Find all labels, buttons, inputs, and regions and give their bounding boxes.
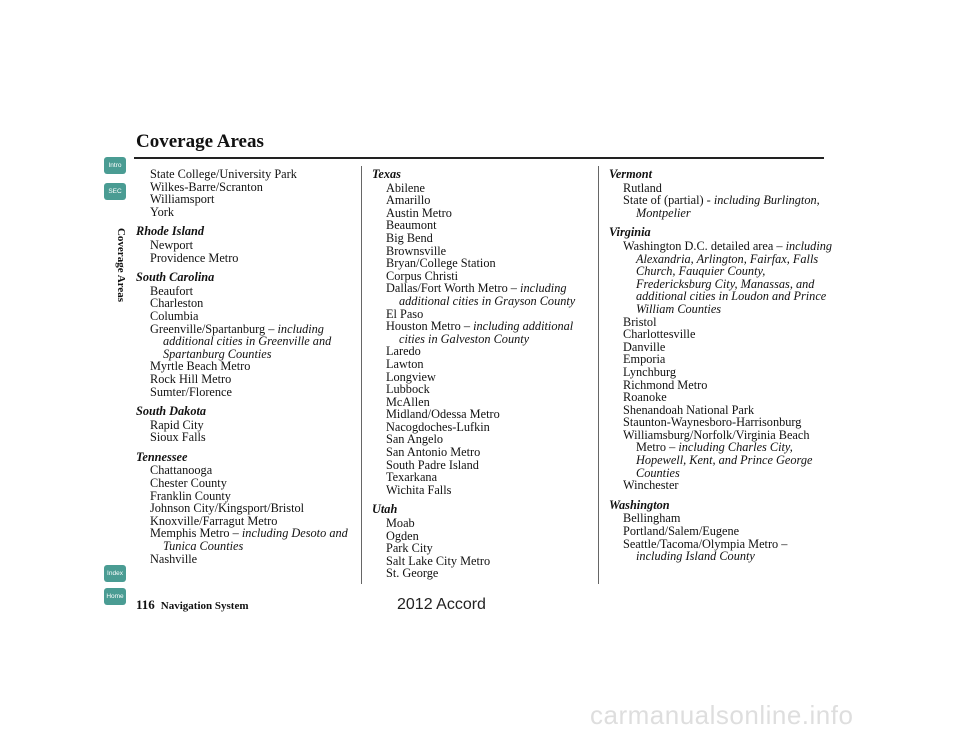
state-heading: Washington: [609, 497, 670, 512]
city-name: McAllen: [386, 394, 430, 409]
index-tab[interactable]: Index: [104, 565, 126, 582]
city-name: Greenville/Spartanburg –: [150, 321, 278, 336]
city-name: Bryan/College Station: [386, 256, 496, 271]
city-name: Nacogdoches-Lufkin: [386, 419, 490, 434]
state-heading: Rhode Island: [136, 224, 204, 239]
city-name: State College/University Park: [150, 167, 297, 181]
city-name: Rutland: [623, 180, 662, 195]
city-note: including Charles City, Hopewell, Kent, and Prince George Counties: [636, 440, 813, 480]
coverage-column-3: [609, 168, 834, 563]
city-name: Lawton: [386, 356, 424, 371]
city-item: [136, 323, 351, 361]
city-name: Seattle/Tacoma/Olympia Metro –: [623, 536, 788, 551]
city-name: San Angelo: [386, 432, 444, 447]
city-item: [372, 320, 592, 345]
city-name: Wichita Falls: [386, 482, 452, 497]
city-name: Big Bend: [386, 230, 433, 245]
city-name: Shenandoah National Park: [623, 402, 755, 417]
state-heading: Virginia: [609, 225, 651, 240]
city-name: Lynchburg: [623, 364, 677, 379]
home-tab[interactable]: Home: [104, 588, 126, 605]
state-heading: Tennessee: [136, 449, 188, 464]
city-name: Sioux Falls: [150, 430, 206, 445]
city-item: [136, 252, 351, 265]
city-name: Charleston: [150, 296, 204, 311]
city-name: Sumter/Florence: [150, 384, 232, 399]
city-item: [609, 538, 834, 563]
page-title: Coverage Areas: [136, 131, 264, 152]
city-name: Franklin County: [150, 488, 231, 503]
city-name: Longview: [386, 369, 436, 384]
city-name: Newport: [150, 237, 194, 252]
city-name: Knoxville/Farragut Metro: [150, 513, 278, 528]
city-name: Johnson City/Kingsport/Bristol: [150, 501, 305, 516]
coverage-column-1: [136, 168, 351, 565]
city-name: Portland/Salem/Eugene: [623, 524, 740, 539]
city-name: Providence Metro: [150, 250, 239, 265]
system-name: Navigation System: [160, 600, 249, 612]
city-name: Lubbock: [386, 382, 430, 397]
city-name: Park City: [386, 541, 433, 556]
city-name: Wilkes-Barre/Scranton: [150, 179, 263, 194]
city-name: Chester County: [150, 476, 227, 491]
city-name: Staunton-Waynesboro-Harrisonburg: [623, 415, 802, 430]
city-name: Brownsville: [386, 243, 447, 258]
city-note: including Desoto and Tunica Counties: [163, 526, 348, 554]
city-name: Laredo: [386, 344, 421, 359]
city-name: Salt Lake City Metro: [386, 553, 491, 568]
city-item: [136, 431, 351, 444]
city-name: Abilene: [386, 180, 425, 195]
city-name: Columbia: [150, 308, 199, 323]
city-note: including additional cities in Grayson County: [399, 281, 576, 308]
city-item: [609, 240, 834, 316]
city-name: Ogden: [386, 528, 419, 543]
city-item: [372, 282, 592, 307]
city-name: Rock Hill Metro: [150, 371, 232, 386]
section-label: Coverage Areas: [115, 227, 127, 303]
city-name: Roanoke: [623, 390, 667, 405]
city-name: El Paso: [386, 306, 424, 321]
city-name: South Padre Island: [386, 457, 479, 472]
state-heading: Vermont: [609, 167, 653, 181]
city-item: [136, 386, 351, 399]
city-item: [136, 527, 351, 552]
city-name: Myrtle Beach Metro: [150, 359, 251, 374]
city-name: Beaumont: [386, 218, 437, 233]
city-name: Amarillo: [386, 193, 431, 208]
intro-tab[interactable]: Intro: [104, 157, 126, 174]
city-name: Nashville: [150, 551, 198, 566]
city-name: Houston Metro –: [386, 319, 474, 334]
city-item: [609, 429, 834, 479]
city-name: Charlottesville: [623, 327, 696, 342]
city-name: Austin Metro: [386, 205, 452, 220]
city-name: Danville: [623, 339, 666, 354]
city-item: [372, 567, 592, 580]
city-name: Moab: [386, 516, 415, 531]
city-item: [136, 206, 351, 219]
city-name: Texarkana: [386, 470, 438, 485]
city-name: Winchester: [623, 478, 679, 493]
city-name: Bristol: [623, 314, 657, 329]
sec-tab[interactable]: SEC: [104, 183, 126, 200]
city-name: Emporia: [623, 352, 666, 367]
city-name: Beaufort: [150, 283, 194, 298]
city-name: Williamsport: [150, 192, 215, 207]
city-name: State of (partial) -: [623, 193, 714, 208]
column-divider: [598, 166, 599, 584]
title-rule: [134, 157, 824, 159]
city-name: St. George: [386, 566, 439, 581]
city-item: [609, 479, 834, 492]
city-note: including Burlington, Montpelier: [636, 193, 820, 220]
city-item: [609, 194, 834, 219]
watermark: carmanualsonline.info: [590, 700, 854, 730]
city-name: York: [150, 204, 175, 219]
city-name: Rapid City: [150, 417, 204, 432]
city-name: Williamsburg/Norfolk/Virginia Beach Metro –: [623, 427, 810, 455]
model-name: 2012 Accord: [397, 596, 486, 613]
state-heading: Texas: [372, 167, 401, 181]
city-note: including additional cities in Galveston County: [399, 319, 574, 346]
city-name: Chattanooga: [150, 463, 213, 478]
city-note: including Island County: [636, 549, 755, 564]
city-name: Memphis Metro –: [150, 526, 242, 541]
page-number: 116: [136, 597, 155, 612]
state-heading: South Carolina: [136, 270, 215, 285]
footer-page: [136, 597, 249, 613]
city-item: [136, 553, 351, 566]
city-name: Corpus Christi: [386, 268, 459, 283]
state-heading: South Dakota: [136, 404, 207, 419]
city-item: [372, 484, 592, 497]
city-name: San Antonio Metro: [386, 445, 481, 460]
state-heading: Utah: [372, 502, 398, 517]
city-note: including Alexandria, Arlington, Fairfax, Falls Church, Fauquier County, Fredericksburg City, Manassas, and additional cities in Loudon and Prince William Counties: [636, 238, 833, 316]
city-name: Richmond Metro: [623, 377, 708, 392]
city-name: Bellingham: [623, 511, 681, 526]
coverage-column-2: [372, 168, 592, 580]
city-note: including additional cities in Greenville and Spartanburg Counties: [163, 321, 332, 361]
column-divider: [361, 166, 362, 584]
city-name: Midland/Odessa Metro: [386, 407, 500, 422]
city-name: Dallas/Fort Worth Metro –: [386, 281, 521, 296]
city-name: Washington D.C. detailed area –: [623, 238, 786, 253]
